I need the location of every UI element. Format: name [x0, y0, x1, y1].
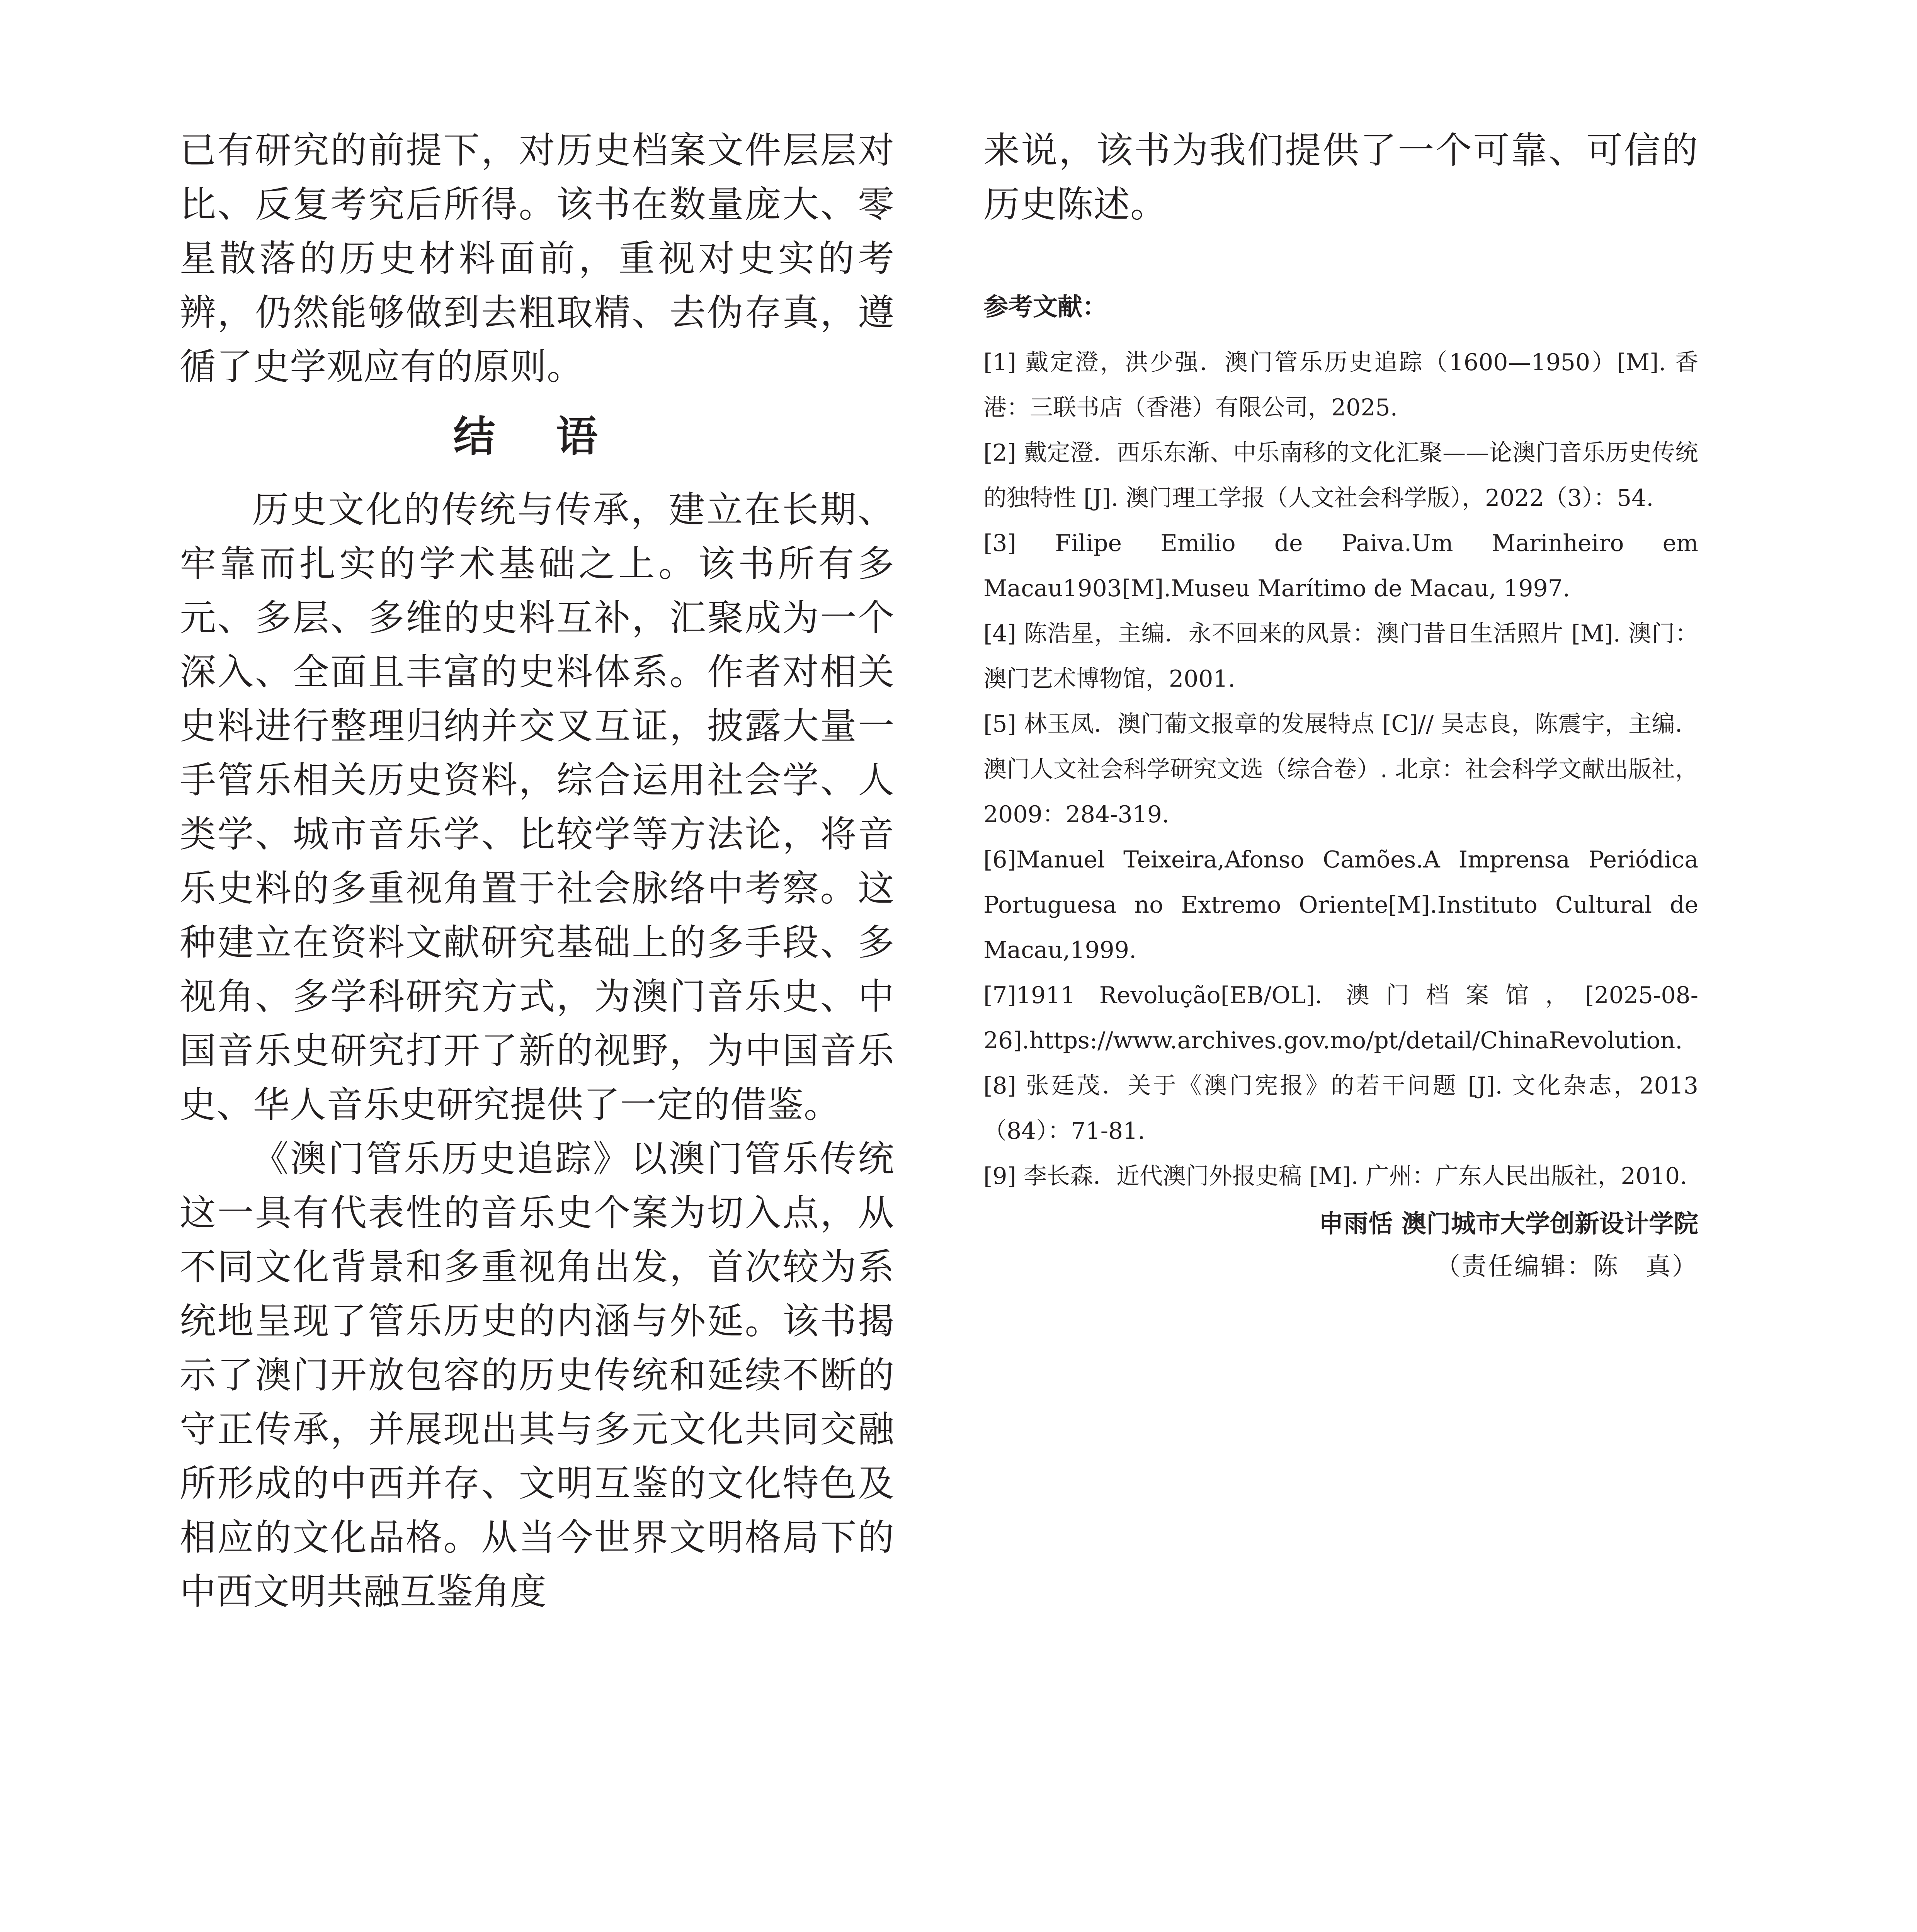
body-paragraph: 《澳门管乐历史追踪》以澳门管乐传统这一具有代表性的音乐史个案为切入点，从不同文化背景和多重视角出发，首次较为系统地呈现了管乐历史的内涵与外延。该书揭示了澳门开放包容的历史传统和延续不断的守正传承，并展现出其与多元文化共同交融所形成的中西并存、文明互鉴的文化特色及相应的文化品格。从当今世界文明格局下的中西文明共融互鉴角度 [180, 1138, 895, 1613]
reference-item: [3] Filipe Emilio de Paiva.Um Marinheiro em Macau1903[M].Museu Marítimo de Macau, 1997. [983, 530, 1698, 602]
reference-item: [1] 戴定澄，洪少强．澳门管乐历史追踪（1600—1950）[M]. 香港：三联书店（香港）有限公司，2025. [983, 349, 1698, 421]
body-paragraph-continued: 已有研究的前提下，对历史档案文件层层对比、反复考究后所得。该书在数量庞大、零星散落的历史材料面前，重视对史实的考辨，仍然能够做到去粗取精、去伪存真，遵循了史学观应有的原则。 [180, 129, 895, 388]
section-title: 结 语 [453, 412, 621, 461]
references-heading: 参考文献： [983, 293, 1107, 321]
reference-item: [2] 戴定澄．西乐东渐、中乐南移的文化汇聚——论澳门音乐历史传统的独特性 [J]. 澳门理工学报（人文社会科学版），2022（3）：54. [983, 439, 1698, 512]
responsible-editor: （责任编辑：陈 真） [1436, 1252, 1698, 1281]
reference-list [983, 340, 1698, 1199]
reference-item: [8] 张廷茂．关于《澳门宪报》的若干问题 [J]. 文化杂志，2013（84）：71-81. [983, 1072, 1698, 1145]
reference-item: [6]Manuel Teixeira,Afonso Camões.A Imprensa Periódica Portuguesa no Extremo Oriente[M].Instituto Cultural de Macau,1999. [983, 846, 1698, 964]
body-paragraph-continued: 来说，该书为我们提供了一个可靠、可信的历史陈述。 [983, 129, 1698, 226]
right-column [983, 124, 1698, 1288]
reference-item: [9] 李长森．近代澳门外报史稿 [M]. 广州：广东人民出版社，2010. [983, 1163, 1687, 1190]
reference-item: [5] 林玉凤．澳门葡文报章的发展特点 [C]// 吴志良，陈震宇，主编．澳门人文社会科学研究文选（综合卷）. 北京：社会科学文献出版社，2009：284-319. [983, 711, 1698, 828]
author-affiliation: 申雨恬 澳门城市大学创新设计学院 [1318, 1210, 1698, 1238]
reference-item: [4] 陈浩星，主编．永不回来的风景：澳门昔日生活照片 [M]. 澳门：澳门艺术博物馆，2001. [983, 620, 1698, 692]
reference-item: [7]1911 Revolução[EB/OL]. 澳门档案馆，[2025-08-26].https://www.archives.gov.mo/pt/detail/ChinaRevolution. [983, 982, 1698, 1054]
body-paragraph: 历史文化的传统与传承，建立在长期、牢靠而扎实的学术基础之上。该书所有多元、多层、多维的史料互补，汇聚成为一个深入、全面且丰富的史料体系。作者对相关史料进行整理归纳并交叉互证，披露大量一手管乐相关历史资料，综合运用社会学、人类学、城市音乐学、比较学等方法论，将音乐史料的多重视角置于社会脉络中考察。这种建立在资料文献研究基础上的多手段、多视角、多学科研究方式，为澳门音乐史、中国音乐史研究打开了新的视野，为中国音乐史、华人音乐史研究提供了一定的借鉴。 [180, 489, 895, 1126]
left-column [180, 124, 895, 1619]
